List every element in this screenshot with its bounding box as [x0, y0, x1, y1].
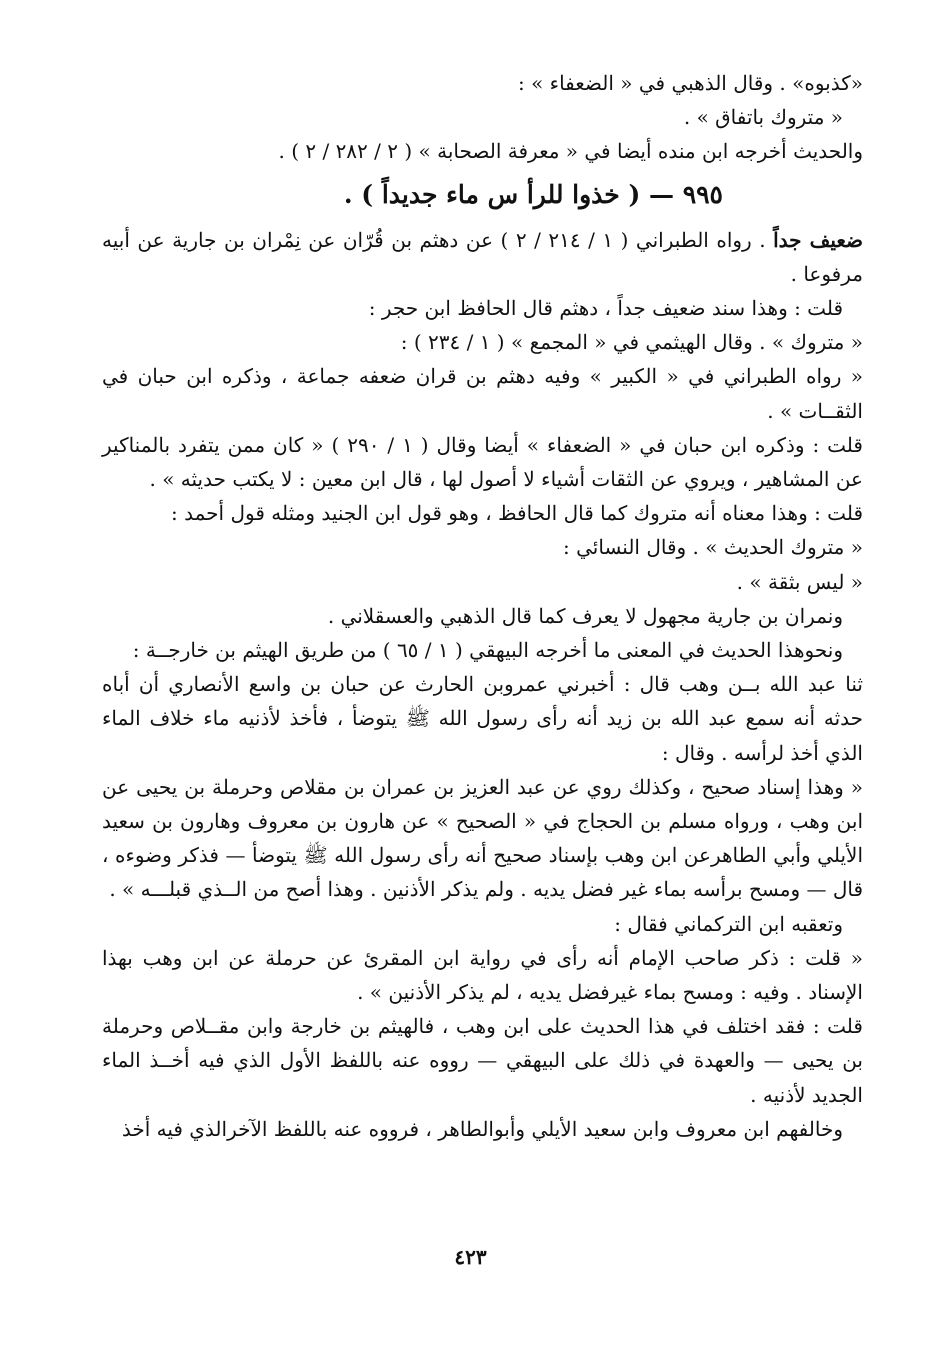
text-line: ونمران بن جارية مجهول لا يعرف كما قال الذهبي والعسقلاني . [327, 603, 843, 628]
text-line: « متروك باتفاق » . [683, 105, 843, 130]
text-line: « متروك » . وقال الهيثمي في « المجمع » ( ١ / ٢٣٤ ) : [400, 330, 863, 355]
conclusion-paragraph: قلت : فقد اختلف في هذا الحديث على ابن وهب ، فالهيثم بن خارجة وابن مقــلاص وحرملة بن يحيى — والعهدة في ذلك على البيهقي — رووه عنه باللفظ الأول الذي فيه أخــذ الماء الجديد لأذنيه . [102, 1014, 863, 1107]
quote-paragraph: « رواه الطبراني في « الكبير » وفيه دهثم بن قران ضعفه جماعة ، وذكره ابن حبان في الثقــات » . [102, 364, 863, 423]
text-line: قلت : وهذا سند ضعيف جداً ، دهثم قال الحافظ ابن حجر : [368, 296, 843, 321]
text-line: وتعقبه ابن التركماني فقال : [614, 911, 843, 936]
text-line: وخالفهم ابن معروف وابن سعيد الأيلي وأبوالطاهر ، فرووه عنه باللفظ الآخرالذي فيه أخذ [121, 1116, 843, 1141]
commentary-paragraph: قلت : وذكره ابن حبان في « الضعفاء » أيضا وقال ( ١ / ٢٩٠ ) « كان ممن يتفرد بالمناكير عن المشاهير ، ويروي عن الثقات أشياء لا أصول لها ، قال ابن معين : لا يكتب حديثه » . [102, 432, 863, 492]
isnad-paragraph: ثنا عبد الله بــن وهب قال : أخبرني عمروبن الحارث عن حبان بن واسع الأنصاري أن أباه حدثه أنه سمع عبد الله بن زيد أنه رأى رسول الله ﷺ يتوضأ ، فأخذ لأذنيه ماء خلاف الماء الذي أخذ لرأسه . وقال : [102, 672, 863, 765]
page-body [102, 66, 863, 1146]
bayhaqi-quote-paragraph: « وهذا إسناد صحيح ، وكذلك روي عن عبد العزيز بن عمران بن مقلاص وحرملة بن يحيى عن ابن وهب ، ورواه مسلم بن الحجاج في « الصحيح » عن هارون بن معروف وهارون بن سعيد الأيلي وأبي الطاهرعن ابن وهب بإسناد صحيح أنه رأى رسول الله ﷺ يتوضأ — فذكر وضوءه ، قال — ومسح برأسه بماء غير فضل يديه . ولم يذكر الأذنين . وهذا أصح من الــذي قبلـــه » . [102, 774, 863, 902]
grading-label: ضعيف جداً [773, 227, 863, 252]
grading-paragraph [102, 223, 863, 291]
hadith-heading: ٩٩٥ — ( خذوا للرأ س ماء جديداً ) . [343, 179, 723, 209]
grading-text: . رواه الطبراني ( ١ / ٢١٤ / ٢ ) عن دهثم بن قُرّان عن نِمْران بن جارية عن أبيه مرفوعا . [102, 227, 863, 286]
page-number: ٤٢٣ [454, 1245, 487, 1269]
turkmani-quote-paragraph: « قلت : ذكر صاحب الإمام أنه رأى في رواية ابن المقرئ عن حرملة عن ابن وهب بهذا الإسناد . وفيه : ومسح بماء غيرفضل يديه ، لم يذكر الأذنين » . [102, 945, 863, 1005]
text-line: ونحوهذا الحديث في المعنى ما أخرجه البيهقي ( ١ / ٦٥ ) من طريق الهيثم بن خارجــة : [132, 638, 843, 663]
text-line: « ليس بثقة » . [736, 569, 863, 594]
text-line: « متروك الحديث » . وقال النسائي : [563, 535, 863, 560]
text-line: «كذبوه» . وقال الذهبي في « الضعفاء » : [517, 71, 863, 95]
text-line: والحديث أخرجه ابن منده أيضا في « معرفة الصحابة » ( ٢ / ٢٨٢ / ٢ ) . [278, 139, 863, 164]
text-line: قلت : وهذا معناه أنه متروك كما قال الحافظ ، وهو قول ابن الجنيد ومثله قول أحمد : [171, 501, 863, 526]
